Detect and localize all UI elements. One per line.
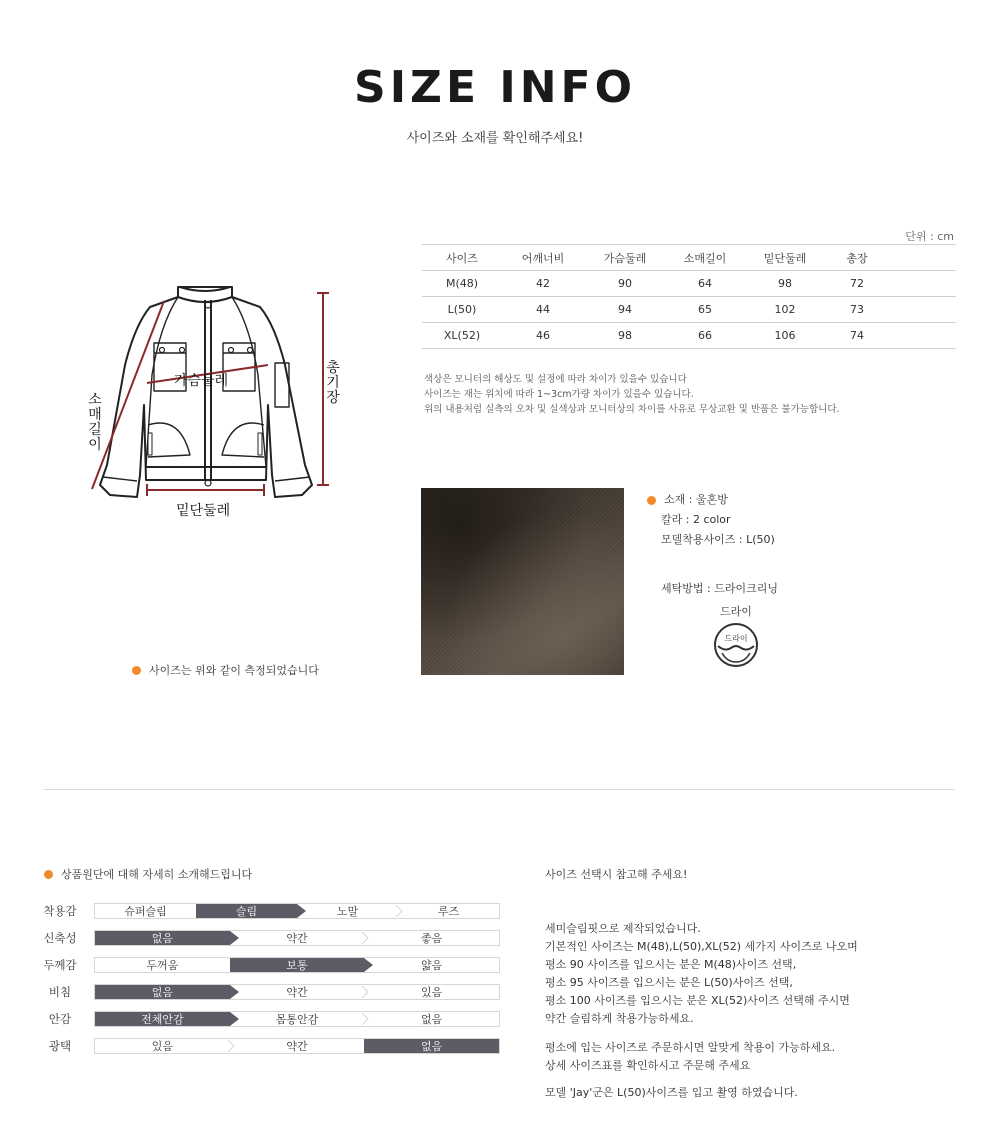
table-cell: 102 [744, 297, 826, 323]
dry-icon-text: 드라이 [724, 634, 748, 643]
fabric-attribute-row [40, 957, 500, 973]
fabric-attribute-option: 없음 [364, 1039, 499, 1053]
size-table [422, 244, 956, 349]
bullet-dot-icon [647, 496, 656, 505]
fabric-attribute-scale [94, 903, 500, 919]
size-guide-para2: 평소에 입는 사이즈로 주문하시면 알맞게 착용이 가능하세요. 상세 사이즈표를 확인하시고 주문해 주세요 [545, 1041, 836, 1072]
table-cell: 42 [502, 271, 584, 297]
fabric-attribute-scale [94, 1038, 500, 1054]
page-subtitle: 사이즈와 소재를 확인해주세요! [406, 131, 584, 146]
sleeve-label: 소매길이 [88, 392, 102, 453]
fabric-attribute-label: 신축성 [43, 931, 77, 945]
table-header-row [422, 245, 956, 271]
table-cell: 74 [826, 323, 888, 349]
fabric-attribute-option: 좋음 [421, 932, 443, 945]
table-cell: 72 [826, 271, 888, 297]
fabric-attribute-scale [94, 984, 500, 1000]
fabric-attribute-option: 노말 [336, 905, 359, 918]
fabric-attribute-option: 얇음 [421, 959, 443, 972]
chest-label: 가슴둘레 [174, 373, 229, 389]
fabric-attribute-option: 약간 [286, 932, 308, 945]
dry-clean-icon [713, 622, 759, 668]
table-cell: 106 [744, 323, 826, 349]
table-header: 소매길이 [666, 245, 744, 271]
fabric-attribute-scale [94, 930, 500, 946]
fabric-attribute-row [40, 903, 500, 919]
size-guide-para1: 세미슬림핏으로 제작되었습니다. 기본적인 사이즈는 M(48),L(50),XL(52) 세가지 사이즈로 나오며 평소 90 사이즈를 입으시는 분은 M(48)사이즈 선택, 평소 95 사이즈를 입으시는 분은 L(50)사이즈 선택, 평소 100 사이즈를 입으시는 분은 XL(52)사이즈 선택해 주시면 약간 슬림하게 착용가능하세요. [545, 922, 858, 1025]
fabric-section-title: 상품원단에 대해 자세히 소개해드립니다 [44, 866, 252, 882]
fabric-attribute-label: 착용감 [43, 904, 77, 918]
fabric-attribute-option: 슈퍼슬림 [124, 905, 167, 918]
fabric-attribute-row [40, 984, 500, 1000]
bullet-dot-icon [132, 666, 141, 675]
fabric-attribute-option: 두꺼움 [146, 959, 179, 972]
table-cell: 94 [584, 297, 666, 323]
dry-label: 드라이 [720, 605, 752, 618]
table-header: 총장 [826, 245, 888, 271]
fabric-attribute-option: 약간 [286, 986, 308, 999]
fabric-attribute-row [40, 1011, 500, 1027]
notice-line: 위의 내용처럼 실측의 오차 및 실색상과 모니터상의 차이를 사유로 무상교환 및 반품은 불가능합니다. [424, 404, 840, 415]
fabric-attribute-scale [94, 957, 500, 973]
notice-line: 색상은 모니터의 해상도 및 설정에 따라 차이가 있을수 있습니다 [424, 374, 687, 385]
notice-line: 사이즈는 재는 위치에 따라 1~3cm가량 차이가 있을수 있습니다. [424, 389, 694, 400]
material-info [647, 490, 775, 550]
fabric-attribute-option: 전체안감 [95, 1012, 230, 1026]
fabric-attribute-label: 비침 [48, 985, 72, 999]
fabric-attribute-option: 약간 [286, 1040, 308, 1053]
jacket-diagram [80, 285, 350, 525]
table-cell: 98 [744, 271, 826, 297]
table-header: 밑단둘레 [744, 245, 826, 271]
section-divider [44, 789, 955, 790]
table-header: 사이즈 [422, 245, 502, 271]
fabric-text: 소재 : 울혼방 [664, 493, 728, 506]
color-text: 칼라 : 2 color [661, 513, 731, 526]
table-cell: 98 [584, 323, 666, 349]
table-cell: 90 [584, 271, 666, 297]
table-cell: 64 [666, 271, 744, 297]
bullet-dot-icon [44, 870, 53, 879]
table-cell: 66 [666, 323, 744, 349]
fabric-attribute-row [40, 930, 500, 946]
wash-method-text: 세탁방법 : 드라이크리닝 [661, 582, 778, 595]
model-size-text: 모델착용사이즈 : L(50) [661, 533, 775, 546]
fabric-attribute-option: 없음 [95, 931, 230, 945]
table-header: 가슴둘레 [584, 245, 666, 271]
table-cell: 46 [502, 323, 584, 349]
hem-label: 밑단둘레 [176, 503, 231, 519]
fabric-attribute-option: 보통 [230, 958, 365, 972]
table-cell: 44 [502, 297, 584, 323]
fabric-attribute-option: 몸통안감 [275, 1013, 319, 1026]
table-cell: 73 [826, 297, 888, 323]
table-cell: XL(52) [422, 323, 502, 349]
fabric-attribute-option: 없음 [421, 1013, 443, 1026]
length-label: 총기장 [326, 360, 340, 406]
fabric-attribute-option: 루즈 [437, 905, 460, 918]
table-cell: M(48) [422, 271, 502, 297]
table-cell: 65 [666, 297, 744, 323]
unit-label: 단위 : cm [905, 230, 954, 243]
size-guide-title: 사이즈 선택시 참고해 주세요! [545, 868, 688, 881]
table-header: 어깨너비 [502, 245, 584, 271]
fabric-attribute-option: 있음 [421, 986, 443, 999]
fabric-attribute-option: 없음 [95, 985, 230, 999]
fabric-attribute-row [40, 1038, 500, 1054]
size-guide-para3: 모델 'Jay'군은 L(50)사이즈를 입고 촬영 하였습니다. [545, 1086, 798, 1099]
table-row [422, 323, 956, 349]
fabric-attribute-label: 광택 [48, 1039, 72, 1053]
fabric-attribute-label: 안감 [48, 1012, 72, 1026]
fabric-swatch-image [421, 488, 624, 675]
table-row [422, 271, 956, 297]
page-title: SIZE INFO [354, 62, 636, 113]
measure-note: 사이즈는 위와 같이 측정되었습니다 [132, 662, 319, 678]
table-cell: L(50) [422, 297, 502, 323]
table-row [422, 297, 956, 323]
fabric-attribute-option: 슬림 [196, 904, 297, 918]
notice-list [424, 372, 840, 417]
fabric-attribute-label: 두께감 [43, 958, 77, 972]
fabric-attribute-scale [94, 1011, 500, 1027]
fabric-attribute-option: 있음 [151, 1040, 173, 1053]
